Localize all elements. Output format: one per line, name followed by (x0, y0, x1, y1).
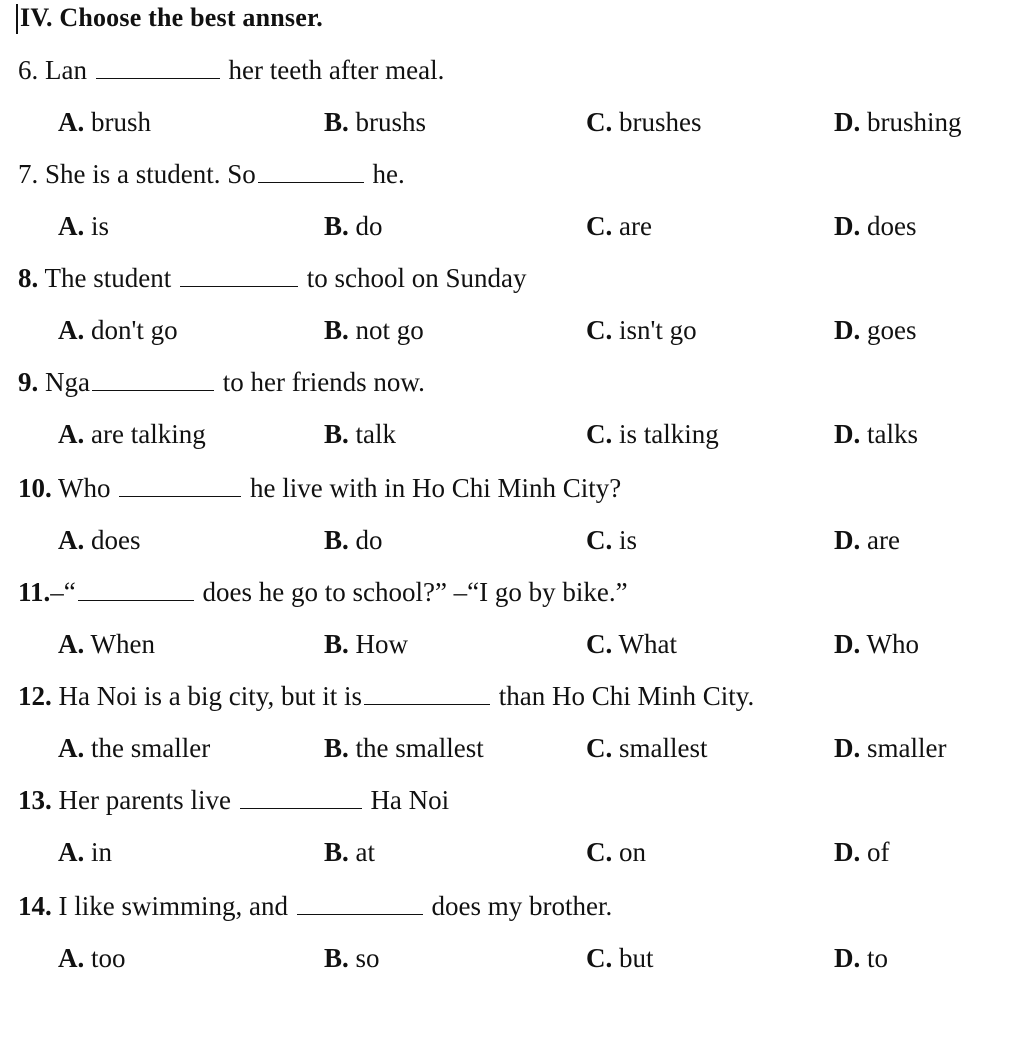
option-text: at (355, 837, 376, 867)
option-a[interactable]: A. the smaller (58, 733, 211, 763)
question-number: 7. (18, 159, 39, 189)
question-number: 11. (18, 577, 51, 607)
option-text: is (91, 211, 110, 241)
option-d[interactable]: D. to (834, 943, 889, 973)
stem-before: Ha Noi is a big city, but it is (58, 681, 362, 711)
stem-before: She is a student. So (45, 159, 256, 189)
option-text: brushs (355, 107, 427, 137)
option-text: talk (355, 419, 397, 449)
option-c[interactable]: C. brushes (586, 107, 702, 137)
option-a[interactable]: A. is (58, 211, 110, 241)
stem-after: he. (372, 159, 405, 189)
option-a[interactable]: A. don't go (58, 315, 178, 345)
question-stem (18, 888, 612, 924)
option-b[interactable]: B. the smallest (324, 733, 484, 763)
option-text: don't go (91, 315, 178, 345)
option-c[interactable]: C. isn't go (586, 315, 697, 345)
stem-after: he live with in Ho Chi Minh City? (250, 473, 622, 503)
option-text: are (867, 525, 900, 555)
question-number: 14. (18, 891, 52, 921)
option-text: on (619, 837, 646, 867)
option-d[interactable]: D. goes (834, 315, 917, 345)
stem-after: Ha Noi (370, 785, 450, 815)
option-text: so (355, 943, 380, 973)
answer-blank[interactable] (364, 680, 490, 705)
stem-after: does he go to school?” –“I go by bike.” (202, 577, 628, 607)
option-text: is (619, 525, 638, 555)
option-text: goes (867, 315, 917, 345)
option-text: too (91, 943, 126, 973)
question-number: 8. (18, 263, 39, 293)
option-d[interactable]: D. are (834, 525, 900, 555)
stem-after: her teeth after meal. (228, 55, 445, 85)
answer-blank[interactable] (78, 576, 194, 601)
stem-after: does my brother. (431, 891, 613, 921)
stem-after: than Ho Chi Minh City. (498, 681, 755, 711)
question-number: 12. (18, 681, 52, 711)
question-number: 9. (18, 367, 39, 397)
answer-blank[interactable] (258, 158, 364, 183)
option-text: of (867, 837, 890, 867)
option-text: does (91, 525, 141, 555)
option-text: brushes (619, 107, 702, 137)
answer-blank[interactable] (297, 890, 423, 915)
option-d[interactable]: D. Who (834, 629, 919, 659)
question-number: 13. (18, 785, 52, 815)
question-stem (18, 574, 628, 610)
question-stem (18, 364, 425, 400)
option-a[interactable]: A. does (58, 525, 141, 555)
option-b[interactable]: B. brushs (324, 107, 427, 137)
stem-before: Who (58, 473, 111, 503)
question-number: 10. (18, 473, 52, 503)
stem-after: to school on Sunday (306, 263, 527, 293)
option-c[interactable]: C. are (586, 211, 652, 241)
option-text: in (91, 837, 113, 867)
question-stem (18, 260, 527, 296)
answer-blank[interactable] (119, 472, 241, 497)
stem-before: I like swimming, and (58, 891, 288, 921)
option-d[interactable]: D. smaller (834, 733, 947, 763)
stem-before: Lan (45, 55, 87, 85)
option-text: but (619, 943, 654, 973)
question-stem (18, 782, 449, 818)
option-text: does (867, 211, 917, 241)
option-b[interactable]: B. talk (324, 419, 397, 449)
question-number: 6. (18, 55, 39, 85)
answer-blank[interactable] (96, 54, 220, 79)
stem-before: Her parents live (58, 785, 231, 815)
option-c[interactable]: C. is (586, 525, 638, 555)
text-cursor (16, 4, 18, 34)
option-b[interactable]: B. not go (324, 315, 424, 345)
option-c[interactable]: C. but (586, 943, 654, 973)
option-text: not go (355, 315, 424, 345)
option-d[interactable]: D. of (834, 837, 890, 867)
option-a[interactable]: A. in (58, 837, 113, 867)
option-a[interactable]: A. brush (58, 107, 151, 137)
option-text: smaller (867, 733, 947, 763)
stem-before: –“ (50, 577, 76, 607)
option-c[interactable]: C. on (586, 837, 646, 867)
option-text: are (619, 211, 652, 241)
option-text: When (90, 629, 155, 659)
stem-before: The student (44, 263, 172, 293)
option-text: to (867, 943, 889, 973)
answer-blank[interactable] (240, 784, 362, 809)
stem-after: to her friends now. (222, 367, 425, 397)
option-a[interactable]: A. are talking (58, 419, 206, 449)
section-heading: IV. Choose the best annser. (20, 3, 324, 32)
option-text: What (618, 629, 677, 659)
option-b[interactable]: B. do (324, 525, 383, 555)
option-c[interactable]: C. What (586, 629, 677, 659)
option-b[interactable]: B. so (324, 943, 380, 973)
option-c[interactable]: C. is talking (586, 419, 719, 449)
option-text: talks (867, 419, 918, 449)
option-text: How (355, 629, 409, 659)
option-a[interactable]: A. When (58, 629, 155, 659)
option-text: brushing (867, 107, 962, 137)
option-text: brush (91, 107, 151, 137)
option-text: the smallest (355, 733, 484, 763)
option-text: is talking (619, 419, 719, 449)
option-text: do (355, 211, 383, 241)
stem-before: Nga (45, 367, 90, 397)
question-stem (18, 156, 405, 192)
option-text: the smaller (91, 733, 211, 763)
option-c[interactable]: C. smallest (586, 733, 708, 763)
option-a[interactable]: A. too (58, 943, 126, 973)
option-text: are talking (91, 419, 206, 449)
option-text: smallest (619, 733, 708, 763)
question-stem (18, 470, 621, 506)
option-text: do (355, 525, 383, 555)
question-stem (18, 678, 754, 714)
option-b[interactable]: B. How (324, 629, 409, 659)
option-text: isn't go (619, 315, 697, 345)
option-d[interactable]: D. brushing (834, 107, 962, 137)
option-d[interactable]: D. does (834, 211, 917, 241)
option-text: Who (866, 629, 919, 659)
option-b[interactable]: B. at (324, 837, 376, 867)
answer-blank[interactable] (92, 366, 214, 391)
option-d[interactable]: D. talks (834, 419, 918, 449)
question-stem (18, 52, 444, 88)
option-b[interactable]: B. do (324, 211, 383, 241)
answer-blank[interactable] (180, 262, 298, 287)
